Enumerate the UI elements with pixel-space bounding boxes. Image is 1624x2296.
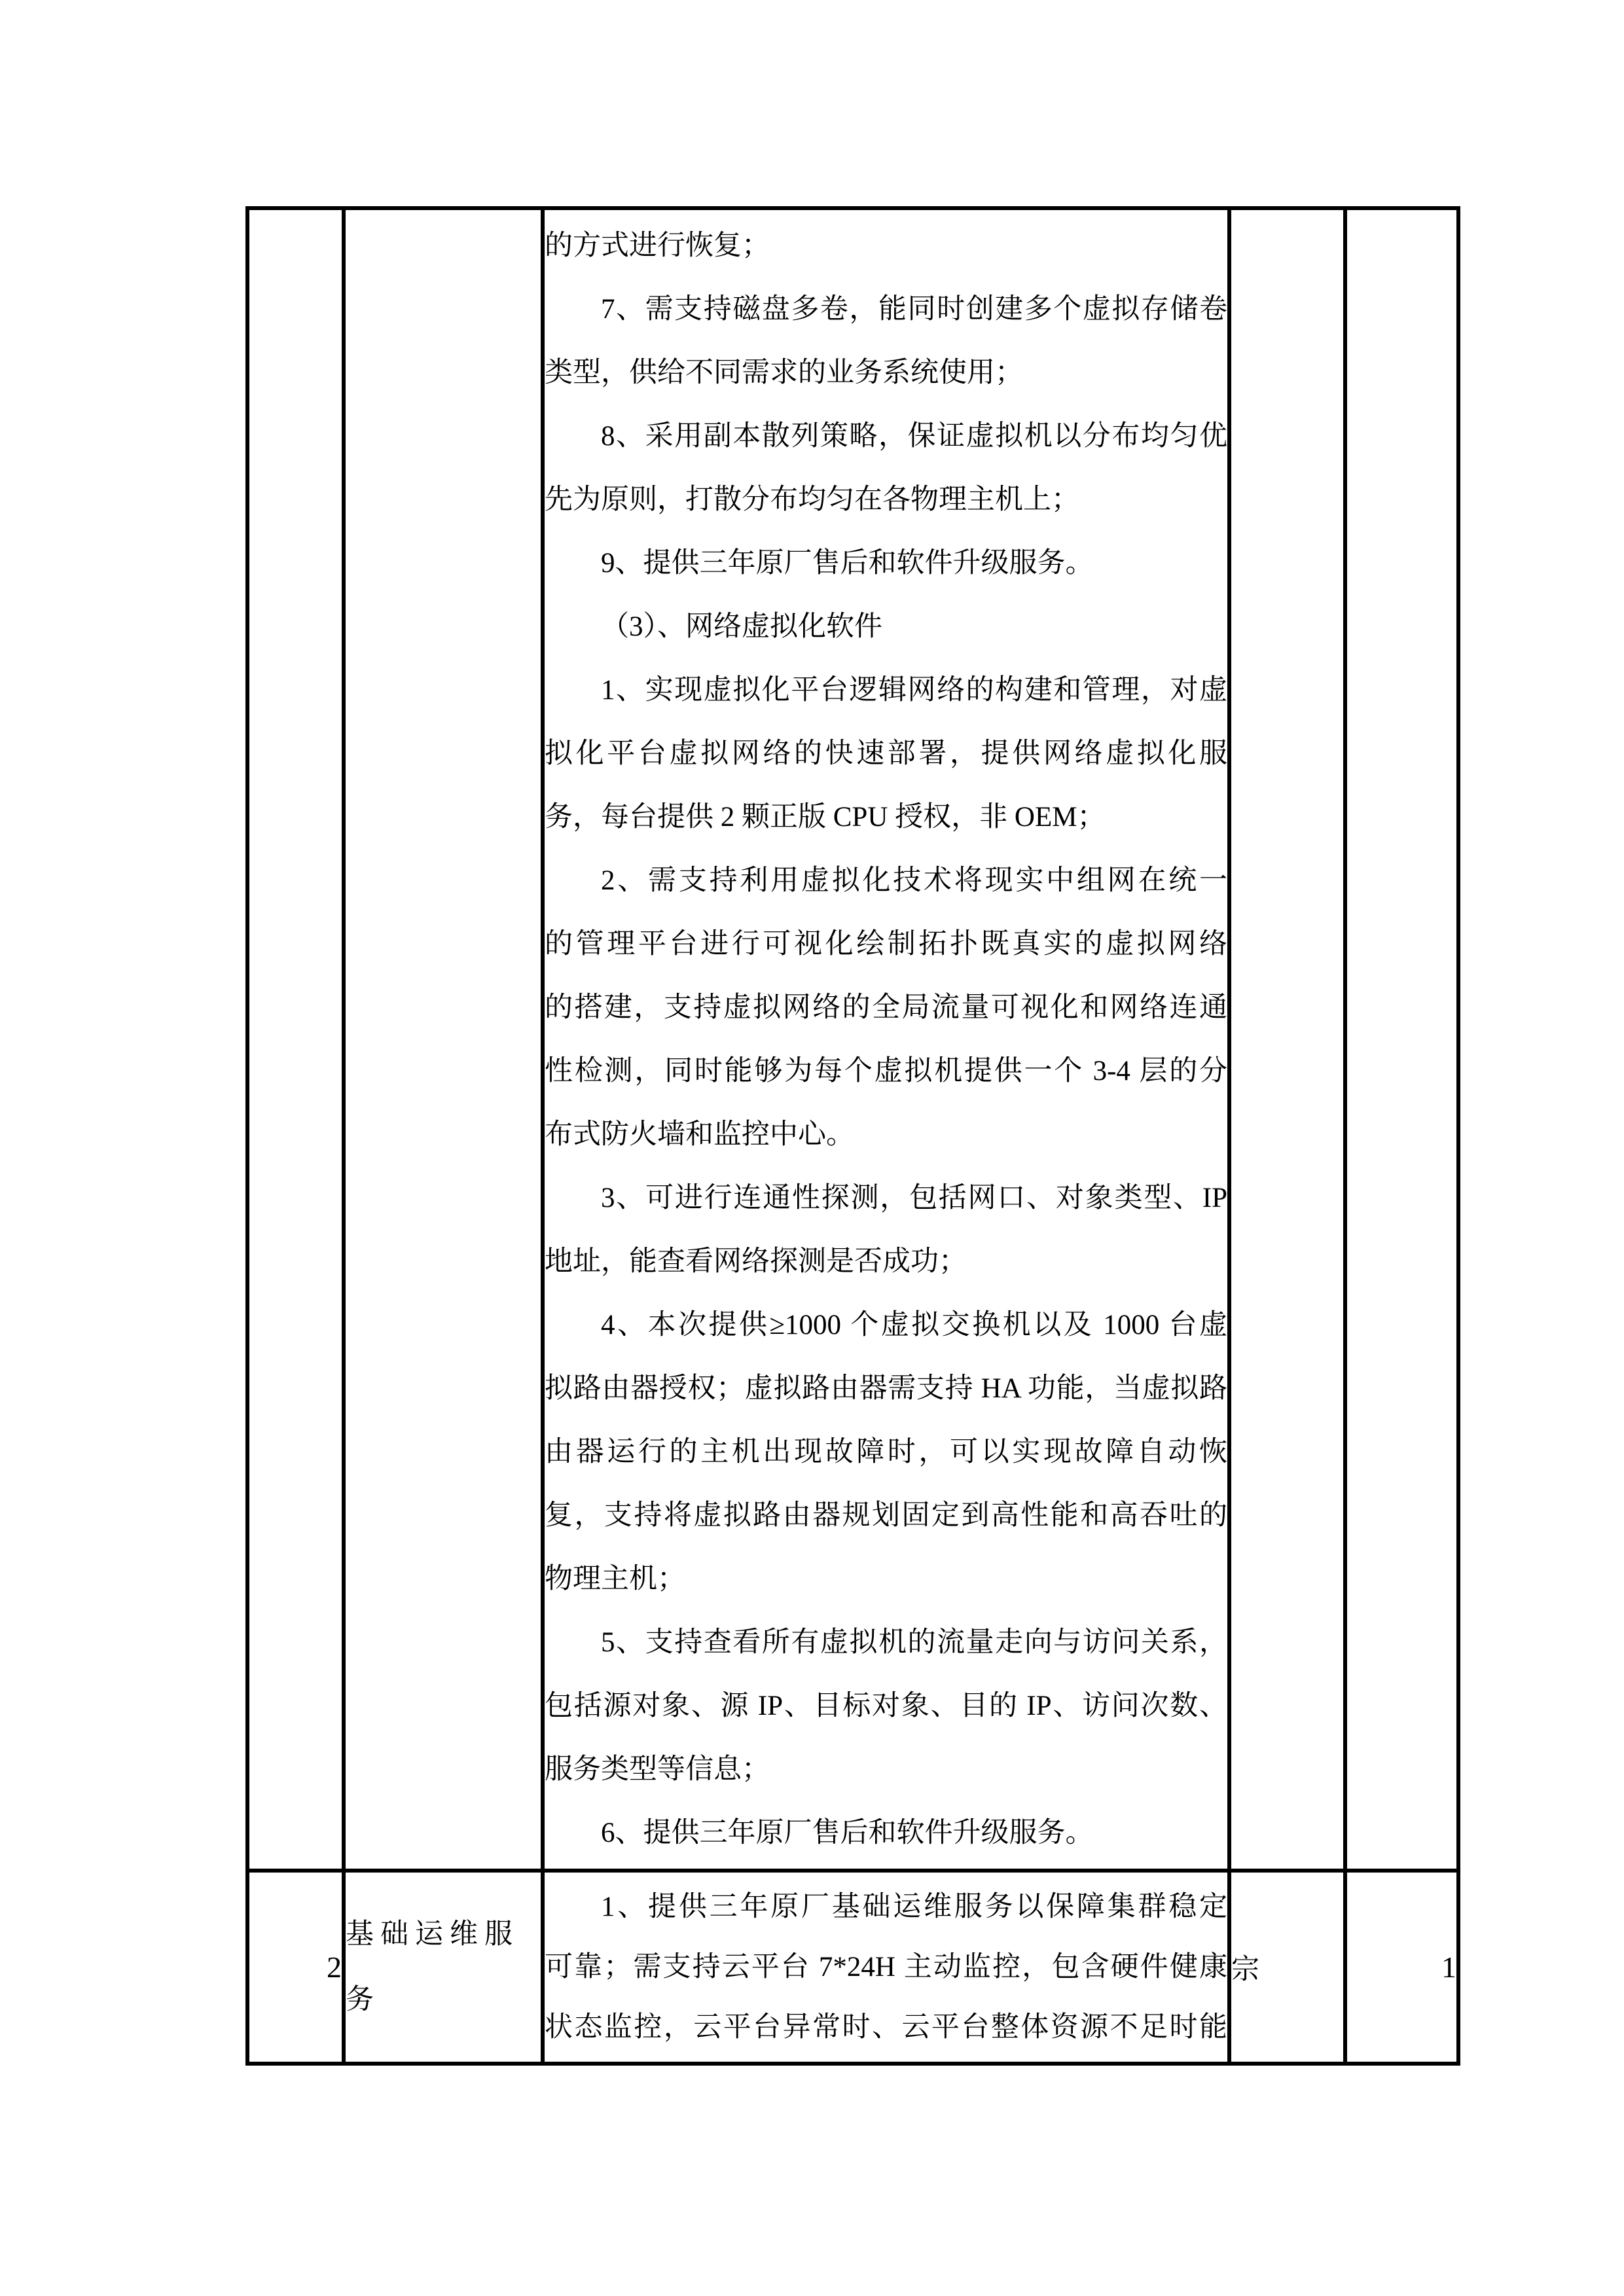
item-name-line: 务 (346, 1984, 374, 2015)
spec-line: 的方式进行恢复； (545, 230, 770, 261)
spec-line: 1、实现虚拟化平台逻辑网络的构建和管理，对虚 (601, 675, 1227, 706)
spec-line: 的管理平台进行可视化绘制拓扑既真实的虚拟网络 (545, 929, 1227, 960)
continued-spec-cell (543, 208, 1229, 1871)
spec-line: 物理主机； (545, 1564, 685, 1594)
spec-line: 地址，能查看网络探测是否成功； (545, 1246, 967, 1277)
spec-line: 性检测，同时能够为每个虚拟机提供一个 3-4 层的分 (545, 1056, 1227, 1086)
item-name-cell-empty (344, 208, 543, 1871)
spec-line: 2、需支持利用虚拟化技术将现实中组网在统一 (601, 865, 1227, 896)
unit-cell-empty (1229, 208, 1345, 1871)
spec-line: 由器运行的主机出现故障时，可以实现故障自动恢 (545, 1437, 1227, 1467)
spec-line: 1、提供三年原厂基础运维服务以保障集群稳定 (601, 1891, 1227, 1922)
quantity-cell: 1 (1345, 1871, 1458, 2064)
spec-line: 务，每台提供 2 颗正版 CPU 授权，非 OEM； (545, 802, 1106, 833)
spec-line: 3、可进行连通性探测，包括网口、对象类型、IP (601, 1183, 1227, 1213)
spec-line: （3）、网络虚拟化软件 (601, 611, 882, 642)
spec-line: 可靠；需支持云平台 7*24H 主动监控，包含硬件健康 (545, 1951, 1227, 1982)
spec-line: 包括源对象、源 IP、目标对象、目的 IP、访问次数、 (545, 1691, 1227, 1721)
spec-line: 拟路由器授权；虚拟路由器需支持 HA 功能，当虚拟路 (545, 1373, 1227, 1404)
spec-line: 类型，供给不同需求的业务系统使用； (545, 357, 1023, 388)
unit-cell: 宗 (1229, 1871, 1345, 2064)
table-row-continued (247, 208, 1458, 1871)
spec-line: 的搭建，支持虚拟网络的全局流量可视化和网络连通 (545, 992, 1227, 1023)
row2-spec-cell (543, 1871, 1229, 2064)
spec-line: 服务类型等信息； (545, 1754, 770, 1785)
spec-line: 6、提供三年原厂售后和软件升级服务。 (601, 1818, 1094, 1848)
spec-line: 7、需支持磁盘多卷，能同时创建多个虚拟存储卷 (601, 294, 1227, 325)
spec-line: 8、采用副本散列策略，保证虚拟机以分布均匀优 (601, 421, 1227, 452)
quantity-cell-empty (1345, 208, 1458, 1871)
spec-line: 拟化平台虚拟网络的快速部署，提供网络虚拟化服 (545, 738, 1227, 769)
item-name-line: 基础运维服 (346, 1918, 519, 1950)
table-row (247, 1871, 1458, 2064)
specification-table (245, 206, 1460, 2066)
spec-line: 9、提供三年原厂售后和软件升级服务。 (601, 548, 1094, 579)
item-name-cell (344, 1871, 543, 2064)
spec-line: 布式防火墙和监控中心。 (545, 1119, 854, 1150)
spec-line: 状态监控，云平台异常时、云平台整体资源不足时能 (545, 2011, 1227, 2043)
spec-line: 5、支持查看所有虚拟机的流量走向与访问关系， (601, 1627, 1227, 1658)
row-number-cell: 2 (247, 1871, 344, 2064)
spec-line: 复，支持将虚拟路由器规划固定到高性能和高吞吐的 (545, 1500, 1227, 1531)
spec-line: 4、本次提供≥1000 个虚拟交换机以及 1000 台虚 (601, 1310, 1227, 1340)
row-number-cell-empty (247, 208, 344, 1871)
spec-line: 先为原则，打散分布均匀在各物理主机上； (545, 484, 1079, 515)
